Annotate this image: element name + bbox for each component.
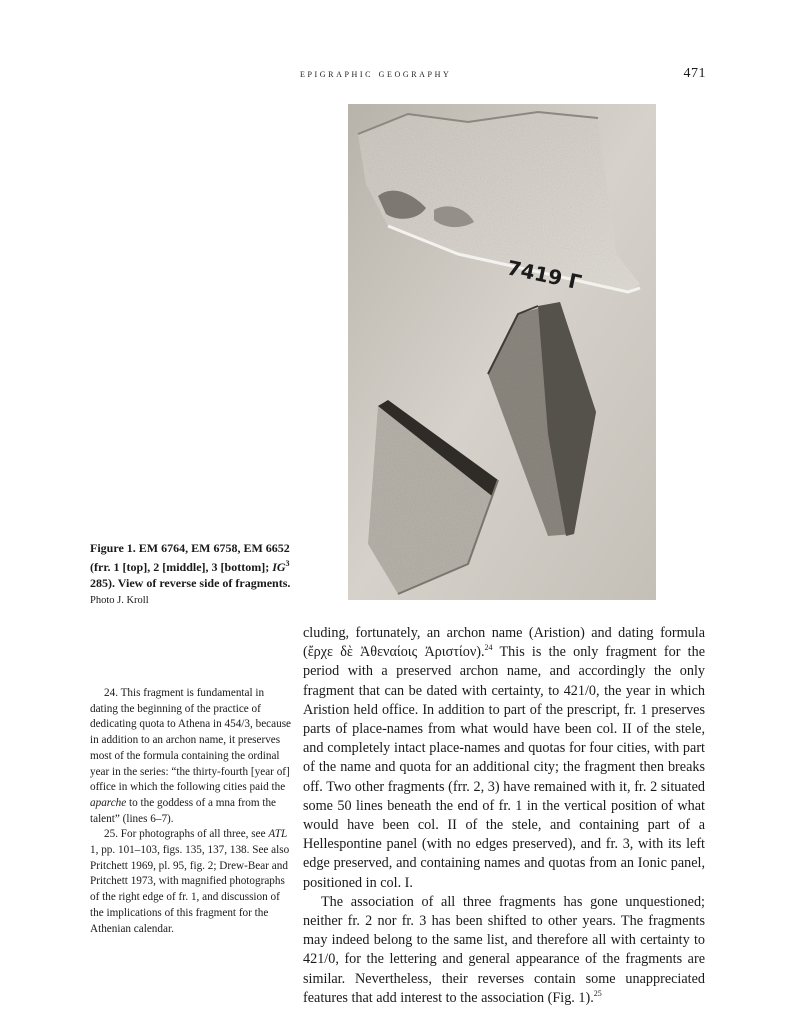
- footnote-italic: ATL: [268, 828, 288, 841]
- paragraph-text: This is the only fragment for the period with a preserved archon name, and accordingly the only fragment that can be dated with certainty, to 421/0, the year in which Aristion held office. In addition to part of the prescript, fr. 1 preserves parts of place-names from what would have been col. II of the stele, and completely intact place-names and quotas for four cities, with part of the name and quota for an additional city; the fragment then breaks off. Two other fragments (frr. 2, 3) have remained with it, fr. 2 situated some 50 lines beneath the end of fr. 1 in the vertical position of what would have been col. II of the stele, and containing part of a Hellespontine panel (with no edges preserved), and fr. 3, with its left edge preserved, and containing names and quotas from an Ionic panel, positioned in col. I.: [303, 644, 706, 891]
- caption-text: EM 6764, EM 6758, EM 6652 (frr. 1 [top], 2 [middle], 3 [bottom];: [90, 541, 290, 574]
- caption-ig: IG: [272, 560, 286, 574]
- footnote-italic: aparche: [90, 796, 127, 809]
- figure-label: Figure 1.: [90, 541, 136, 555]
- photo-credit: Photo J. Kroll: [90, 595, 149, 606]
- running-head: epigraphic geography: [300, 68, 452, 80]
- paragraph-text: The association of all three fragments has gone unquestioned; neither fr. 2 nor fr. 3 has been shifted to other years. The fragments may indeed belong to the same list, and therefore all with certainty to 421/0, for the lettering and general appearance of the fragments are similar. Nevertheless, their reverses contain some unappreciated features that add interest to the association (Fig. 1).: [303, 893, 705, 1006]
- caption-text-end: 285). View of reverse side of fragments.: [90, 576, 291, 590]
- note-ref-25: 25: [593, 988, 602, 998]
- footnote-24: [90, 686, 294, 827]
- figure-caption: [90, 540, 300, 609]
- photo-inscription: 7419 Γ: [504, 255, 584, 295]
- fragments-photograph: [348, 104, 656, 600]
- figure-photo: [348, 104, 656, 600]
- footnote-text: 1, pp. 101–103, figs. 135, 137, 138. See also Pritchett 1969, pl. 95, fig. 2; Drew-Bear and Pritchett 1973, with magnified photographs of the right edge of fr. 1, and discussion of the implications of this fragment for the Athenian calendar.: [90, 844, 290, 935]
- body-text: [303, 624, 705, 1008]
- footnote-text: to the goddess of a mna from the talent” (lines 6–7).: [90, 796, 277, 825]
- paragraph-text: cluding, fortunately, an archon name (Aristion) and dating formula (ἔρχε δὲ Ἀθεναίοις Ἀριστίον).: [303, 625, 705, 661]
- note-ref-24: 24: [484, 643, 493, 653]
- page-number: 471: [683, 66, 706, 81]
- paragraph: [303, 893, 705, 1008]
- footnotes: [90, 686, 294, 937]
- footnote-25: [90, 827, 294, 937]
- footnote-text: 24. This fragment is fundamental in dating the beginning of the practice of dedicating quota to Athena in 454/3, because in addition to an archon name, it preserves most of the formula containing the ordinal year in the series: “the thirty-fourth [year of] office in which the following cities paid the: [90, 687, 292, 794]
- footnote-text: 25. For photographs of all three, see: [104, 828, 266, 841]
- paragraph: [303, 624, 705, 893]
- caption-ig-sup: 3: [285, 559, 290, 568]
